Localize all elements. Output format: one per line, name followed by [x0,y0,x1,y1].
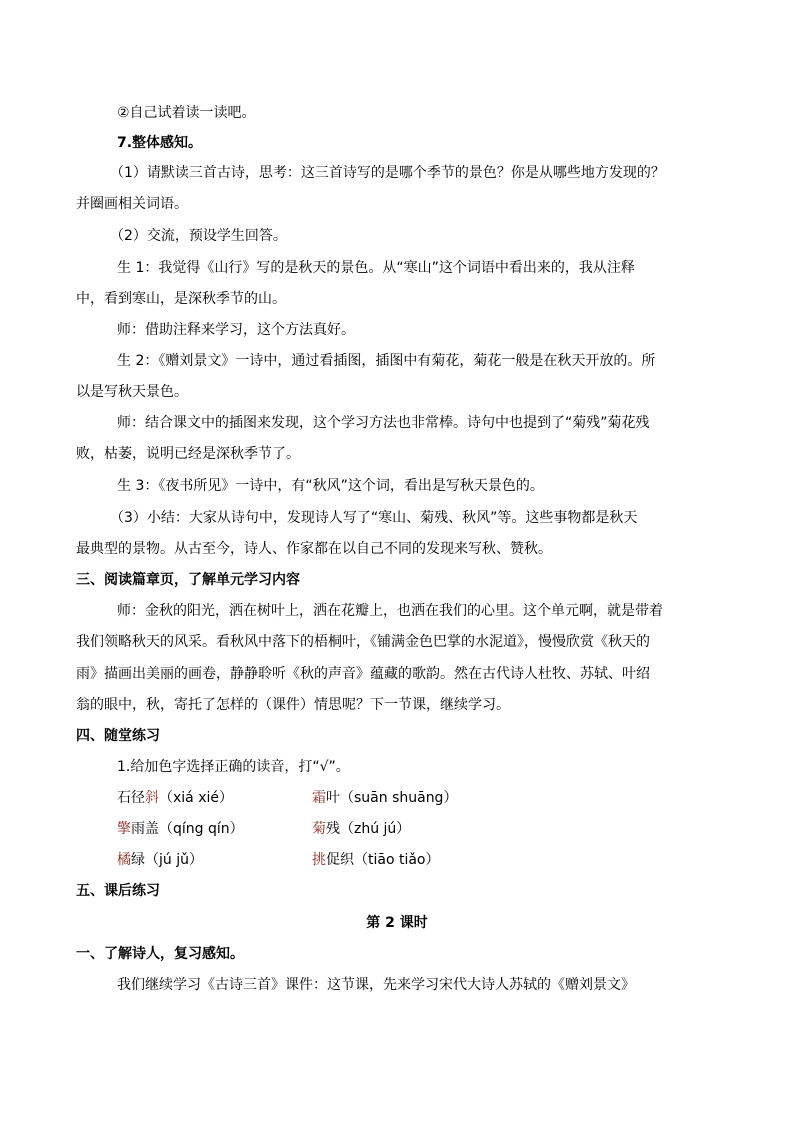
text-line: 1.给加色字选择正确的读音，打“√”。 [117,759,350,775]
text-line: 雨》描画出美丽的画卷，静静聆听《秋的声音》蕴藏的歌韵。然在古代诗人杜牧、苏轼、叶绍 [76,666,650,682]
text-line: （3）小结：大家从诗句中，发现诗人写了“寒山、菊残、秋风”等。这些事物都是秋天 [110,510,638,526]
text-line: 最典型的景物。从古至今，诗人、作家都在以自己不同的发现来写秋、赞秋。 [76,541,552,557]
text-line: 败，枯萎，说明已经是深秋季节了。 [76,446,300,462]
text-line: 翁的眼中，秋，寄托了怎样的（课件）情思呢？下一节课，继续学习。 [76,697,510,713]
highlighted-char: 霜 [312,790,326,806]
highlighted-char: 擎 [117,821,131,837]
highlighted-char: 挑 [312,852,326,868]
word-part: 促织 [326,852,354,868]
section-heading: 五、课后练习 [76,883,160,899]
text-line: 生 3：《夜书所见》一诗中，有“秋风”这个词，看出是写秋天景色的。 [117,478,544,494]
section-heading: 四、随堂练习 [76,728,160,744]
pinyin-options: （xiá xié） [159,790,233,806]
text-line: ②自己试着读一读吧。 [117,105,256,121]
text-line: 我们继续学习《古诗三首》课件：这节课，先来学习宋代大诗人苏轼的《赠刘景文》 [117,977,635,993]
text-line: 师：金秋的阳光，洒在树叶上，洒在花瓣上，也洒在我们的心里。这个单元啊，就是带着 [117,603,663,619]
exercise-item [312,788,457,808]
word-part: 石径 [117,790,145,806]
pinyin-options: （jú jǔ） [145,852,203,868]
highlighted-char: 橘 [117,852,131,868]
highlighted-char: 菊 [312,821,326,837]
text-line: 生 2：《赠刘景文》一诗中，通过看插图，插图中有菊花，菊花一般是在秋天开放的。所 [117,353,656,369]
exercise-item [117,850,203,870]
pinyin-options: （suān shuāng） [340,790,458,806]
text-line: 师：结合课文中的插图来发现，这个学习方法也非常棒。诗句中也提到了“菊残”菊花残 [117,415,650,431]
exercise-item [312,819,410,839]
highlighted-char: 斜 [145,790,159,806]
section-heading: 7.整体感知。 [117,135,203,151]
exercise-item [117,788,233,808]
lesson-title: 第 2 课时 [366,915,428,931]
text-line: 师：借助注释来学习，这个方法真好。 [117,322,355,338]
pinyin-options: （qíng qín） [159,821,244,837]
pinyin-options: （zhú jú） [340,821,411,837]
text-line: 生 1：我觉得《山行》写的是秋天的景色。从“寒山”这个词语中看出来的，我从注释 [117,260,635,276]
word-part: 叶 [326,790,340,806]
text-line: 中，看到寒山，是深秋季节的山。 [76,291,286,307]
text-line: 以是写秋天景色。 [76,384,188,400]
section-heading: 三、阅读篇章页，了解单元学习内容 [76,572,300,588]
text-line: （2）交流，预设学生回答。 [110,228,287,244]
word-part: 残 [326,821,340,837]
exercise-item [312,850,440,870]
word-part: 绿 [131,852,145,868]
text-line: 并圈画相关词语。 [76,196,188,212]
section-heading: 一、了解诗人，复习感知。 [76,946,244,962]
word-part: 雨盖 [131,821,159,837]
pinyin-options: （tiāo tiǎo） [354,852,440,868]
text-line: 我们领略秋天的风采。看秋风中落下的梧桐叶，《铺满金色巴掌的水泥道》，慢慢欣赏《秋天的 [76,634,650,650]
text-line: （1）请默读三首古诗，思考：这三首诗写的是哪个季节的景色？你是从哪些地方发现的？ [110,165,665,181]
exercise-item [117,819,244,839]
